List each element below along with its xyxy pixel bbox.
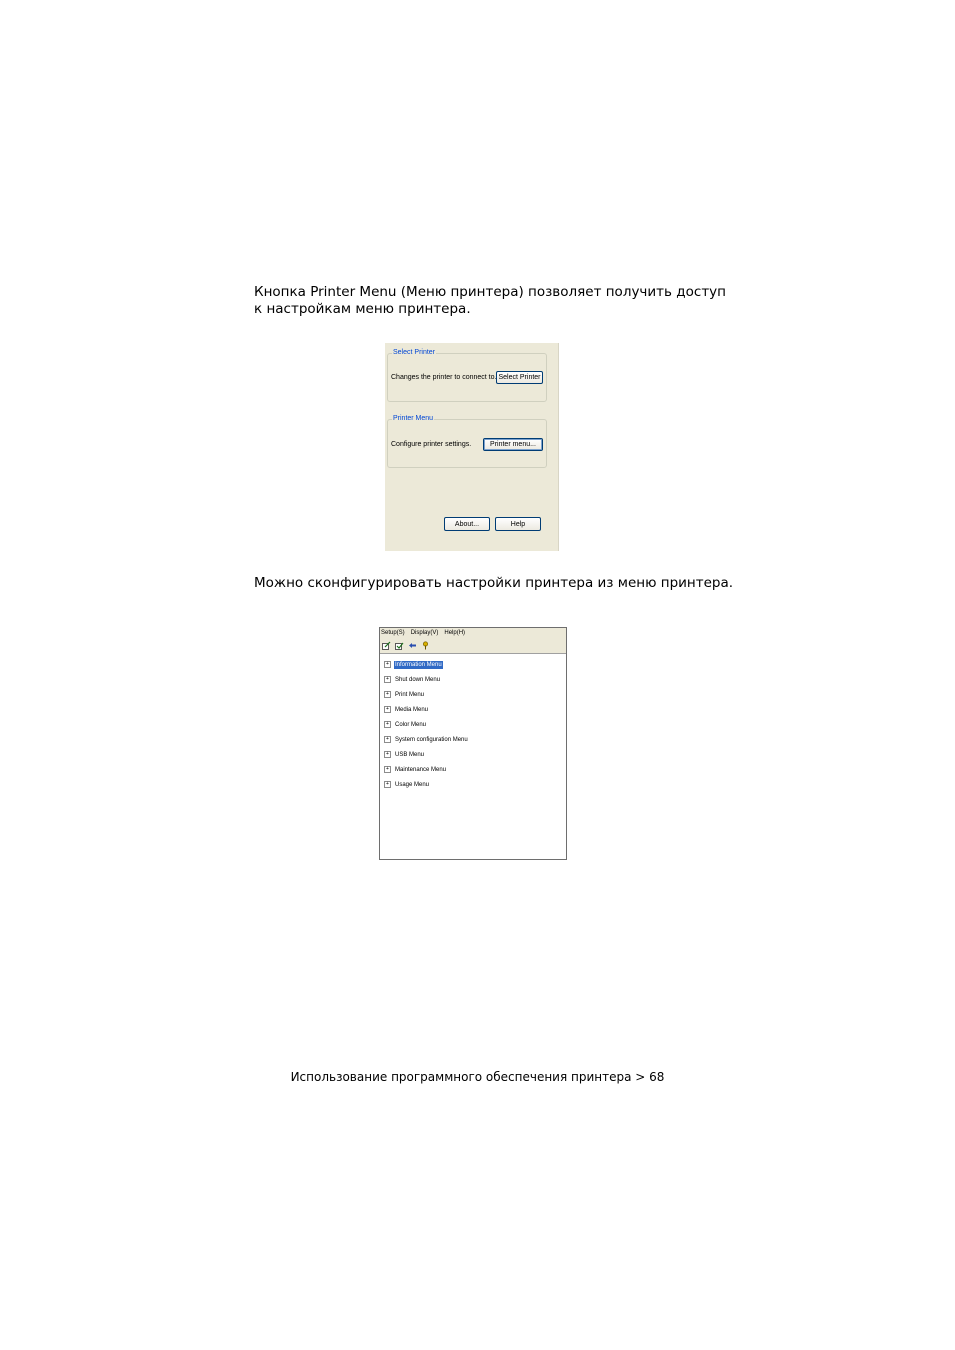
tree-item-label: Usage Menu	[395, 781, 430, 788]
printer-settings-dialog	[385, 343, 559, 551]
tree-item[interactable]	[380, 672, 566, 687]
printer-menu-legend: Printer Menu	[393, 415, 434, 422]
expand-icon[interactable]: +	[384, 676, 391, 683]
tree-item[interactable]	[380, 687, 566, 702]
undo-icon[interactable]	[408, 641, 417, 650]
printer-menu-description: Configure printer settings.	[391, 441, 472, 448]
menubar	[380, 628, 566, 638]
intro-line-1: Кнопка Printer Menu (Меню принтера) позволяет получить доступ	[254, 284, 726, 300]
tree-item-label: Media Menu	[395, 706, 429, 713]
about-button[interactable]: About...	[444, 517, 490, 531]
printer-menu-button[interactable]: Printer menu...	[483, 438, 543, 451]
tree-item[interactable]	[380, 717, 566, 732]
expand-icon[interactable]: +	[384, 766, 391, 773]
expand-icon[interactable]: +	[384, 721, 391, 728]
tree-item-label: Shut down Menu	[395, 676, 441, 683]
tree-item[interactable]	[380, 657, 566, 672]
intro-line-2: к настройкам меню принтера.	[254, 301, 471, 317]
tree-item[interactable]	[380, 777, 566, 792]
tree-item-label: Color Menu	[395, 721, 427, 728]
tree-item[interactable]	[380, 762, 566, 777]
config-paragraph: Можно сконфигурировать настройки принтера из меню принтера.	[254, 575, 734, 591]
intro-paragraph	[254, 284, 726, 318]
expand-icon[interactable]: +	[384, 691, 391, 698]
select-printer-legend: Select Printer	[393, 349, 436, 356]
tree-item-label: Maintenance Menu	[395, 766, 447, 773]
tree-item[interactable]	[380, 732, 566, 747]
menu-tree	[380, 654, 566, 792]
tree-item-label: USB Menu	[395, 751, 425, 758]
select-printer-button[interactable]: Select Printer	[496, 371, 543, 384]
menu-help[interactable]: Help(H)	[444, 630, 466, 636]
printer-menu-window	[379, 627, 567, 860]
expand-icon[interactable]: +	[384, 706, 391, 713]
select-printer-description: Changes the printer to connect to.	[391, 374, 497, 381]
help-button[interactable]: Help	[495, 517, 541, 531]
page-footer: Использование программного обеспечения принтера > 68	[290, 1070, 665, 1084]
expand-icon[interactable]: +	[384, 781, 391, 788]
menu-display[interactable]: Display(V)	[410, 630, 439, 636]
expand-icon[interactable]: +	[384, 751, 391, 758]
help-key-icon[interactable]	[421, 641, 430, 650]
printer-menu-group	[387, 415, 547, 468]
save-icon[interactable]	[395, 641, 404, 650]
edit-icon[interactable]	[382, 641, 391, 650]
toolbar	[380, 638, 566, 654]
select-printer-group	[387, 349, 547, 402]
expand-icon[interactable]: +	[384, 736, 391, 743]
tree-item-label: System configuration Menu	[395, 736, 468, 743]
tree-item[interactable]	[380, 702, 566, 717]
tree-item-label: Information Menu	[395, 661, 442, 668]
tree-item[interactable]	[380, 747, 566, 762]
expand-icon[interactable]: +	[384, 661, 391, 668]
menu-setup[interactable]: Setup(S)	[381, 630, 405, 636]
tree-item-label: Print Menu	[395, 691, 425, 698]
